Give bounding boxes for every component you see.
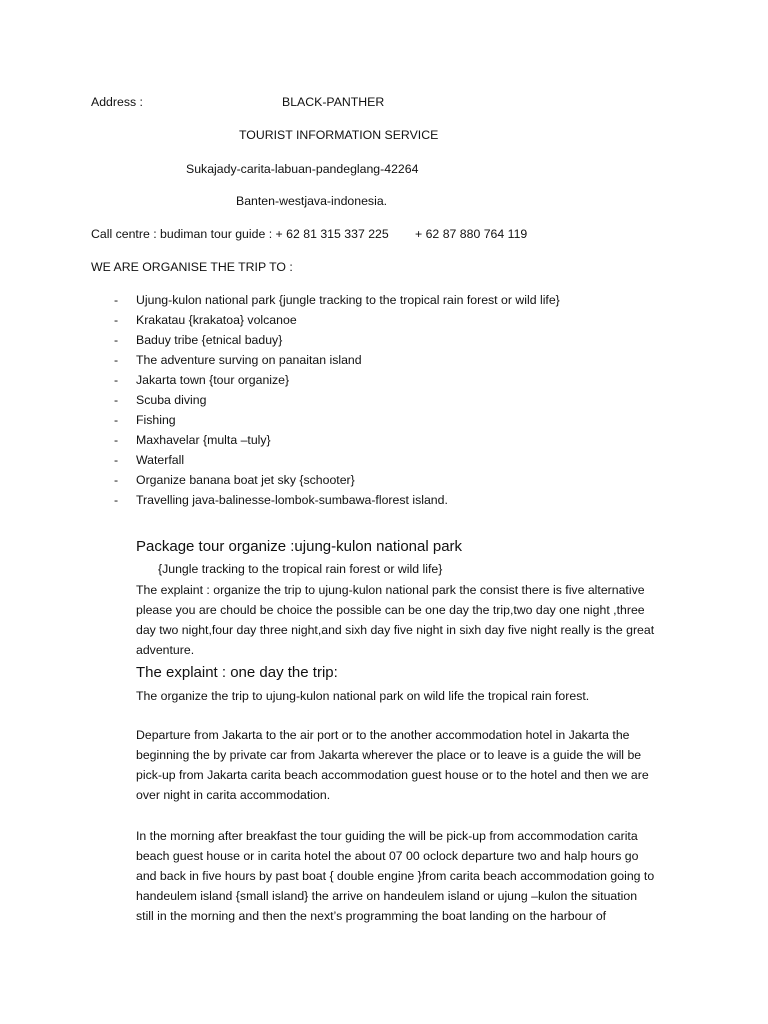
bullet-marker: - [114, 393, 119, 407]
paragraph-line: and back in five hours by past boat { double engine }from carita beach accommodation going to [136, 869, 655, 883]
paragraph-line: The explaint : organize the trip to ujung-kulon national park the consist there is five alternative [136, 583, 645, 597]
bullet-marker: - [114, 293, 119, 307]
bullet-marker: - [114, 413, 119, 427]
list-item-text: Ujung-kulon national park {jungle tracking to the tropical rain forest or wild life} [136, 293, 560, 307]
paragraph-line: adventure. [136, 643, 195, 657]
trip-list-heading: WE ARE ORGANISE THE TRIP TO : [91, 260, 293, 274]
list-item-text: Scuba diving [136, 393, 207, 407]
street-address: Sukajady-carita-labuan-pandeglang-42264 [186, 162, 419, 176]
list-item-text: Fishing [136, 413, 176, 427]
list-item-text: Travelling java-balinesse-lombok-sumbawa-florest island. [136, 493, 448, 507]
bullet-marker: - [114, 473, 119, 487]
company-name: BLACK-PANTHER [282, 95, 385, 109]
call-centre-line: Call centre : budiman tour guide : + 62 81 315 337 225 [91, 227, 389, 241]
paragraph-line: day two night,four day three night,and sixh day five night in sixh day five night really is the great [136, 623, 655, 637]
paragraph-line: still in the morning and then the next’s programming the boat landing on the harbour of [136, 909, 607, 923]
address-label: Address : [91, 95, 143, 109]
paragraph-line: Departure from Jakarta to the air port or to the another accommodation hotel in Jakarta the [136, 728, 630, 742]
list-item-text: Jakarta town {tour organize} [136, 373, 290, 387]
bullet-marker: - [114, 493, 119, 507]
bullet-marker: - [114, 333, 119, 347]
bullet-marker: - [114, 433, 119, 447]
list-item-text: Krakatau {krakatoa} volcanoe [136, 313, 297, 327]
paragraph-line: over night in carita accommodation. [136, 788, 331, 802]
bullet-marker: - [114, 373, 119, 387]
list-item-text: The adventure surving on panaitan island [136, 353, 362, 367]
package-subheading: {Jungle tracking to the tropical rain forest or wild life} [158, 562, 443, 576]
list-item-text: Waterfall [136, 453, 185, 467]
paragraph-line: In the morning after breakfast the tour guiding the will be pick-up from accommodation carita [136, 829, 638, 843]
one-day-heading: The explaint : one day the trip: [136, 664, 338, 681]
list-item-text: Organize banana boat jet sky {schooter} [136, 473, 355, 487]
paragraph-line: pick-up from Jakarta carita beach accommodation guest house or to the hotel and then we are [136, 768, 649, 782]
bullet-marker: - [114, 313, 119, 327]
paragraph-line: beach guest house or in carita hotel the about 07 00 oclock departure two and halp hours go [136, 849, 639, 863]
paragraph-line: beginning the by private car from Jakarta wherever the place or to leave is a guide the will be [136, 748, 642, 762]
service-name: TOURIST INFORMATION SERVICE [239, 128, 439, 142]
bullet-marker: - [114, 353, 119, 367]
paragraph-line: handeulem island {small island} the arrive on handeulem island or ujung –kulon the situation [136, 889, 638, 903]
list-item-text: Baduy tribe {etnical baduy} [136, 333, 283, 347]
region-address: Banten-westjava-indonesia. [236, 194, 388, 208]
package-heading: Package tour organize :ujung-kulon national park [136, 538, 463, 555]
one-day-intro: The organize the trip to ujung-kulon national park on wild life the tropical rain forest. [136, 689, 590, 703]
paragraph-line: please you are chould be choice the possible can be one day the trip,two day one night ,three [136, 603, 645, 617]
list-item-text: Maxhavelar {multa –tuly} [136, 433, 271, 447]
phone-number-2: + 62 87 880 764 119 [415, 227, 528, 241]
bullet-marker: - [114, 453, 119, 467]
